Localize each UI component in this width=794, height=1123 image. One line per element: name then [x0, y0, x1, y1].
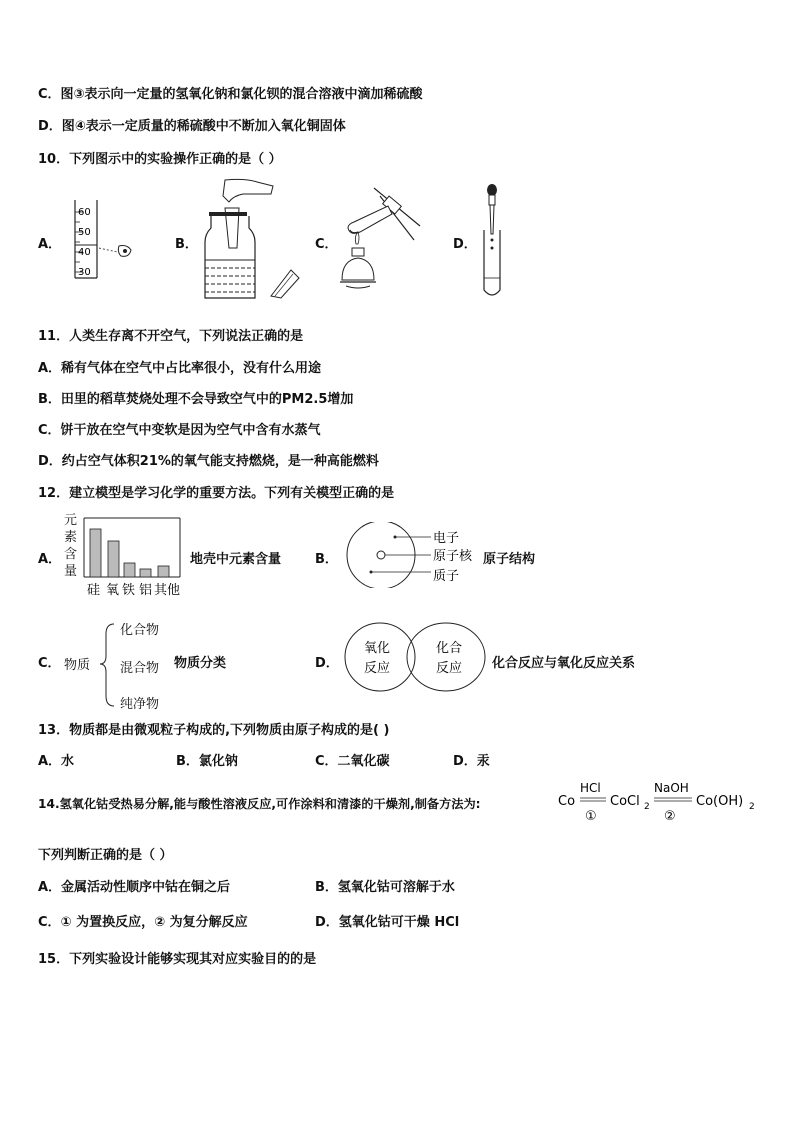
ylabel-char: 量	[64, 564, 78, 579]
q13-option-c: C．二氧化碳	[315, 754, 390, 769]
classification-brace	[98, 620, 118, 710]
q13-option-b: B．氯化钠	[176, 754, 238, 769]
tick-30: 30	[78, 267, 91, 278]
class-compound: 化合物	[120, 623, 160, 638]
q12-a-caption: 地壳中元素含量	[190, 552, 282, 567]
cat-aluminum: 铝	[139, 583, 153, 598]
cat-iron: 铁	[122, 583, 136, 598]
q14-option-c: C．① 为置换反应，② 为复分解反应	[38, 915, 248, 930]
q11-option-b: B．田里的稻草焚烧处理不会导致空气中的PM2.5增加	[38, 392, 354, 407]
cat-silicon: 硅	[87, 583, 101, 598]
q12-c-caption: 物质分类	[174, 656, 227, 671]
bar-iron	[124, 563, 135, 577]
classification-root: 物质	[64, 658, 91, 673]
bar-silicon	[90, 529, 101, 577]
cat-other: 其他	[154, 583, 181, 598]
q10-label-b: B．	[175, 237, 198, 252]
eq-reagent-naoh: NaOH	[654, 781, 689, 795]
eq-cocl-sub: 2	[644, 802, 650, 812]
graduated-cylinder-figure	[65, 198, 145, 280]
q9-option-c: C．图③表示向一定量的氢氧化钠和氯化钡的混合溶液中滴加稀硫酸	[38, 87, 423, 102]
cat-oxygen: 氧	[106, 583, 120, 598]
atom-structure-diagram	[343, 522, 483, 588]
q10-label-a: A．	[38, 237, 62, 252]
q12-stem: 12．建立模型是学习化学的重要方法。下列有关模型正确的是	[38, 486, 395, 501]
q13-stem: 13．物质都是由微观粒子构成的,下列物质由原子构成的是( )	[38, 723, 390, 738]
q10-label-d: D．	[453, 237, 477, 252]
q9-option-d: D．图④表示一定质量的稀硫酸中不断加入氧化铜固体	[38, 119, 346, 134]
dropper-figure	[478, 182, 508, 302]
tick-60: 60	[78, 207, 91, 218]
q12-label-d: D．	[315, 656, 339, 671]
ylabel-char: 含	[64, 547, 78, 562]
atom-proton-label: 质子	[433, 569, 460, 584]
eq-reagent-hcl: HCl	[580, 781, 601, 795]
q12-label-c: C．	[38, 656, 61, 671]
q11-option-d: D．约占空气体积21%的氧气能支持燃烧，是一种高能燃料	[38, 454, 379, 469]
q10-stem: 10．下列图示中的实验操作正确的是（ ）	[38, 152, 282, 167]
q12-label-a: A．	[38, 552, 62, 567]
q14-option-b: B．氢氧化钴可溶解于水	[315, 880, 455, 895]
q14-sub: 下列判断正确的是（ ）	[38, 848, 173, 863]
eq-product: Co(OH)	[696, 794, 744, 809]
bar-oxygen	[108, 541, 119, 577]
eq-product-sub: 2	[749, 802, 755, 812]
atom-electron-label: 电子	[433, 531, 460, 546]
venn-left-line2: 反应	[364, 661, 391, 676]
q14-option-d: D．氢氧化钴可干燥 HCl	[315, 915, 460, 930]
crust-element-bar-chart	[82, 516, 182, 598]
tick-50: 50	[78, 227, 91, 238]
eq-step1: ①	[585, 809, 597, 824]
cobalt-hydroxide-preparation-equation	[556, 780, 766, 826]
q12-b-caption: 原子结构	[483, 552, 536, 567]
pouring-liquid-figure	[195, 178, 305, 304]
q13-option-d: D．汞	[453, 754, 490, 769]
crust-chart-ylabel	[64, 512, 80, 580]
venn-right-line2: 反应	[436, 661, 463, 676]
tick-40: 40	[78, 247, 91, 258]
q12-label-b: B．	[315, 552, 338, 567]
class-mixture: 混合物	[120, 661, 160, 676]
venn-left-line1: 氧化	[364, 641, 391, 656]
q10-label-c: C．	[315, 237, 338, 252]
q13-option-a: A．水	[38, 754, 75, 769]
venn-diagram	[342, 620, 488, 694]
q14-stem: 14.氢氧化钴受热易分解,能与酸性溶液反应,可作涂料和清漆的干燥剂,制备方法为:	[38, 797, 481, 811]
ylabel-char: 素	[64, 530, 78, 545]
q11-option-a: A．稀有气体在空气中占比率很小，没有什么用途	[38, 361, 322, 376]
venn-right-line1: 化合	[436, 641, 463, 656]
ylabel-char: 元	[64, 513, 78, 528]
heating-test-tube-figure	[338, 186, 438, 294]
bar-other	[158, 566, 169, 577]
q14-option-a: A．金属活动性顺序中钴在铜之后	[38, 880, 231, 895]
eq-cocl: CoCl	[610, 794, 640, 809]
bar-aluminum	[140, 569, 151, 577]
class-pure-substance: 纯净物	[120, 697, 160, 712]
q11-option-c: C．饼干放在空气中变软是因为空气中含有水蒸气	[38, 423, 321, 438]
atom-nucleus-label: 原子核	[433, 549, 473, 564]
q11-stem: 11．人类生存离不开空气，下列说法正确的是	[38, 329, 304, 344]
eq-step2: ②	[664, 809, 676, 824]
q15-stem: 15．下列实验设计能够实现其对应实验目的的是	[38, 952, 317, 967]
q12-d-caption: 化合反应与氧化反应关系	[492, 656, 636, 671]
eq-co: Co	[558, 794, 576, 809]
